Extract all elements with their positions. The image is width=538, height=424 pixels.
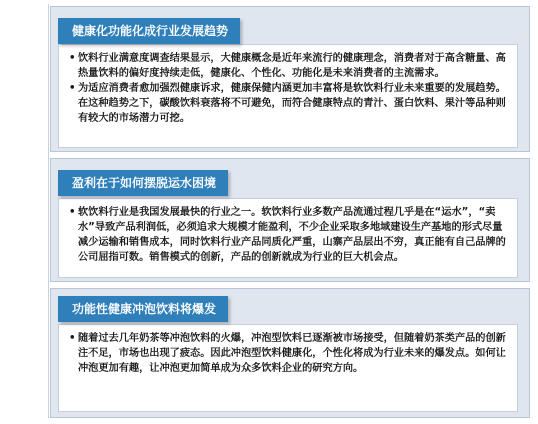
section-2-title: 盈利在于如何摆脱运水困境	[58, 170, 228, 196]
section-2-bullet-1: • 软饮料行业是我国发展最快的行业之一。软饮料行业多数产品流通过程几乎是在“运水”，“卖水”导致产品利润低，必须追求大规模才能盈利，不少企业采取多地域建设生产基地的形式尽量减少运输和销售成本，同时饮料行业产品同质化严重，山寨产品层出不穷，真正能有自己品牌的公司屈指可数。销售模式的创新，产品的创新就成为行业的巨大机会点。	[69, 205, 509, 265]
left-guide-line	[48, 4, 49, 418]
section-3-bullet-1: • 随着过去几年奶茶等冲泡饮料的火爆，冲泡型饮料已逐渐被市场接受，但随着奶茶类产品的创新注不足，市场也出现了疲态。因此冲泡型饮料健康化，个性化将成为行业未来的爆发点。如何让冲泡更加有趣，让冲泡更加简单成为众多饮料企业的研究方向。	[69, 331, 509, 376]
section-1-body	[58, 44, 518, 148]
section-2-body	[58, 198, 518, 278]
section-3-body	[58, 324, 518, 412]
section-1-bullet-2: • 为适应消费者愈加强烈健康诉求，健康保健内涵更加丰富将是软饮料行业未来重要的发展趋势。在这种趋势之下，碳酸饮料衰落将不可避免，而符合健康特点的青汁、蛋白饮料、果汁等品种则有较大的市场潜力可挖。	[69, 81, 509, 126]
section-1-bullet-1: • 饮料行业满意度调查结果显示，大健康概念是近年来流行的健康理念，消费者对于高含糖量、高热量饮料的偏好度持续走低，健康化、个性化、功能化是未来消费者的主流需求。	[69, 51, 509, 81]
section-1-title: 健康化功能化成行业发展趋势	[58, 18, 240, 44]
section-3-title: 功能性健康冲泡饮料将爆发	[58, 296, 228, 322]
